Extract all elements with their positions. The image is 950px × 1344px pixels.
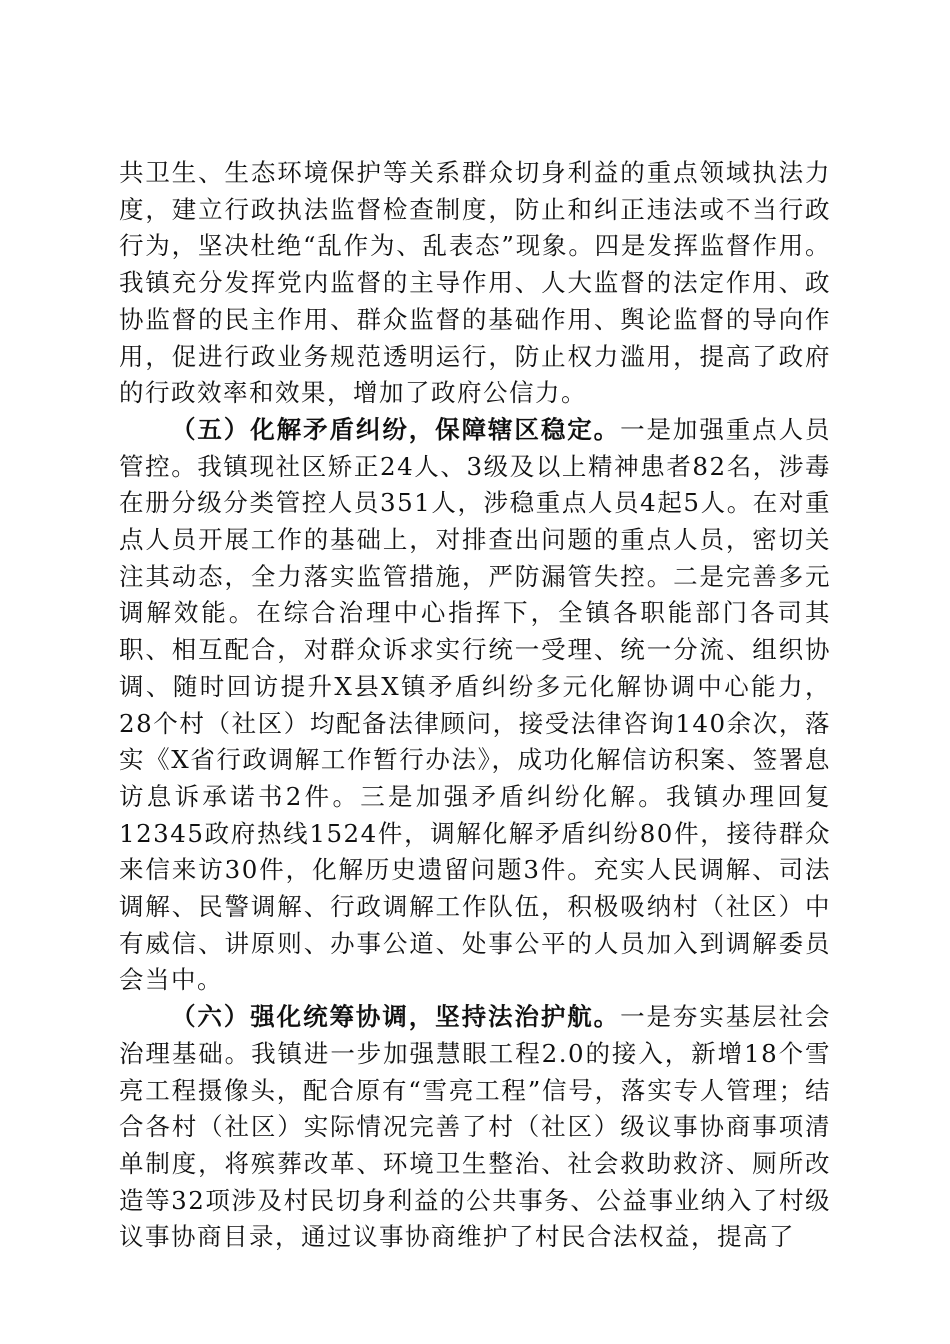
- paragraph-text: 一是加强重点人员管控。我镇现社区矫正24人、3级及以上精神患者82名，涉毒在册分级分类管控人员351人，涉稳重点人员4起5人。在对重点人员开展工作的基础上，对排查出问题的重点人员，密切关注其动态，全力落实监管措施，严防漏管失控。二是完善多元调解效能。在综合治理中心指挥下，全镇各职能部门各司其职、相互配合，对群众诉求实行统一受理、统一分流、组织协调、随时回访提升X县X镇矛盾纠纷多元化解协调中心能力，28个村（社区）均配备法律顾问，接受法律咨询140余次，落实《X省行政调解工作暂行办法》，成功化解信访积案、签署息访息诉承诺书2件。三是加强矛盾纠纷化解。我镇办理回复12345政府热线1524件，调解化解矛盾纠纷80件，接待群众来信来访30件，化解历史遗留问题3件。充实人民调解、司法调解、民警调解、行政调解工作队伍，积极吸纳村（社区）中有威信、讲原则、办事公道、处事公平的人员加入到调解委员会当中。: [119, 414, 832, 995]
- paragraph-text: 一是夯实基层社会治理基础。我镇进一步加强慧眼工程2.0的接入，新增18个雪亮工程摄像头，配合原有“雪亮工程”信号，落实专人管理；结合各村（社区）实际情况完善了村（社区）级议事协商事项清单制度，将殡葬改革、环境卫生整治、社会救助救济、厕所改造等32项涉及村民切身利益的公共事务、公益事业纳入了村级议事协商目录，通过议事协商维护了村民合法权益，提高了: [119, 1002, 832, 1252]
- paragraph-section-5: [119, 412, 831, 999]
- paragraph-text: 共卫生、生态环境保护等关系群众切身利益的重点领域执法力度，建立行政执法监督检查制度，防止和纠正违法或不当行政行为，坚决杜绝“乱作为、乱表态”现象。四是发挥监督作用。我镇充分发挥党内监督的主导作用、人大监督的法定作用、政协监督的民主作用、群众监督的基础作用、舆论监督的导向作用，促进行政业务规范透明运行，防止权力滥用，提高了政府的行政效率和效果，增加了政府公信力。: [119, 158, 831, 408]
- section-heading-6: （六）强化统筹协调，坚持法治护航。: [171, 1002, 621, 1032]
- section-heading-5: （五）化解矛盾纠纷，保障辖区稳定。: [171, 414, 621, 444]
- document-body: [119, 155, 831, 1256]
- paragraph-continuation: [119, 155, 831, 412]
- paragraph-section-6: [119, 999, 831, 1256]
